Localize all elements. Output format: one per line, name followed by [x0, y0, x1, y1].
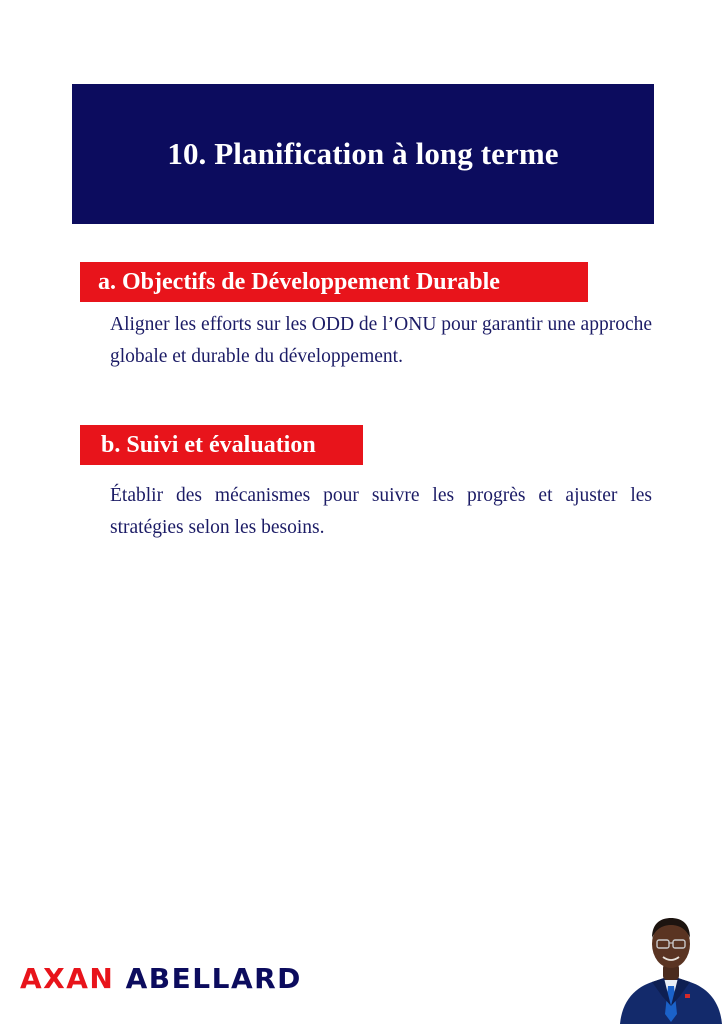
portrait-lapel-pin: [685, 994, 690, 998]
section-heading-objectives: a. Objectifs de Développement Durable: [80, 262, 588, 302]
section-body-objectives: Aligner les efforts sur les ODD de l’ONU pour garantir une approche globale et durable du développement.: [110, 314, 652, 367]
section-heading-monitoring: b. Suivi et évaluation: [80, 425, 363, 465]
brand-last-name: ABELLARD: [125, 962, 302, 995]
brand-first-name: AXAN: [20, 962, 115, 995]
section-body-monitoring: Établir des mécanismes pour suivre les progrès et ajuster les stratégies selon les besoins.: [110, 485, 652, 538]
title-banner: [72, 84, 654, 224]
footer-brand: [20, 962, 302, 995]
person-portrait-icon: [618, 910, 724, 1024]
page-title: 10. Planification à long terme: [167, 136, 559, 171]
